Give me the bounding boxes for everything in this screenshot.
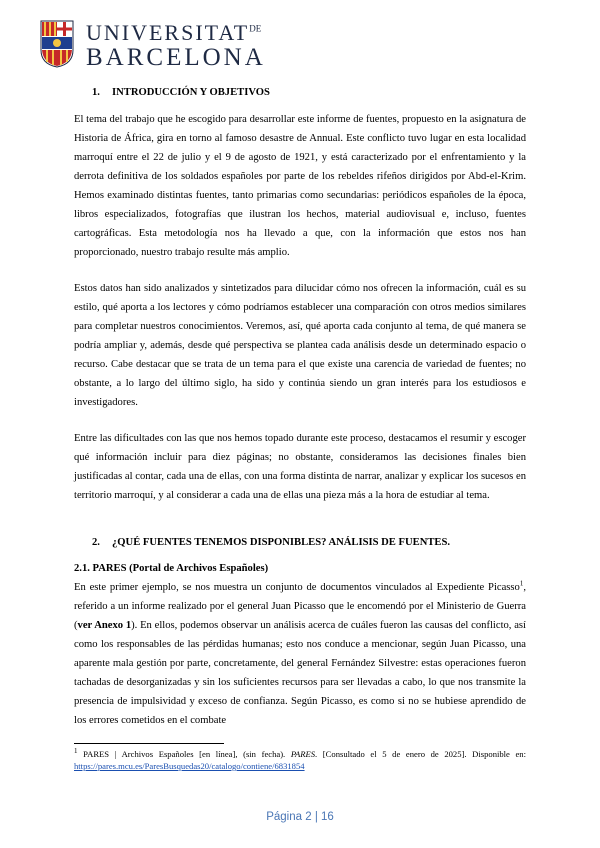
current-page: 2 (305, 811, 312, 823)
institution-de: DE (249, 23, 262, 34)
paragraph-intro-1: El tema del trabajo que he escogido para desarrollar este informe de fuentes, propuesto en la asignatura de Historia de África, gira en torno al famoso desastre de Annual. Este conflicto tuvo lugar en esta localidad marroquí entre el 22 de julio y el 9 de agosto de 1921, y está caracterizado por el enfrentamiento y la derrota definitiva de los soldados españoles por parte de los rebeldes rifeños dirigidos por Abd-el-Krim. Hemos examinado distintas fuentes, tanto primarias como secundarias: periódicos españoles de la época, libros especializados, fotografías que ilustran los hechos, material audiovisual e, incluso, fuentes cartográficas. Esta metodología nos ha llevado a que, con la información que estos nos han proporcionado, nuestro trabajo resulte más amplio. (74, 114, 526, 258)
coat-of-arms-icon (40, 20, 74, 68)
paragraph-intro-2: Estos datos han sido analizados y sintetizados para dilucidar cómo nos ofrecen la información, cuál es su estilo, qué aporta a los lectores y cómo podríamos establecer una comparación con otros medios similares para completar nuestros conocimientos. Veremos, así, qué aporta cada conjunto al tema, de qué manera se podría ampliar y, además, desde qué perspectiva se plantea cada análisis desde un determinado espacio o recurso. Cabe destacar que se trata de un tema para el que existe una carencia de variedad de fuentes; no obstante, a lo largo del último siglo, ha sido y continúa siendo un gran interés para los estudiosos e investigadores. (74, 283, 526, 408)
document-body (74, 84, 526, 730)
footnote-divider (74, 743, 224, 744)
footnote: $^1$ PARES | Archivos Españoles [en línea], (sin fecha). PARES. [Consultado el 5 de enero de 2025]. Disponible en: https://pares.mcu.es/ParesBusquedas20/catalogo/contiene/6831854 (74, 747, 526, 771)
university-logo (40, 20, 266, 72)
institution-line2: BARCELONA (86, 44, 266, 71)
footnote-link[interactable]: https://pares.mcu.es/ParesBusquedas20/catalogo/contiene/6831854 (74, 761, 305, 771)
total-pages: 16 (321, 811, 334, 823)
paragraph-intro-3: Entre las dificultades con las que nos hemos topado durante este proceso, destacamos el resumir y escoger qué información incluir para diez páginas; no obstante, consideramos las decisiones finales bien justificadas al contar, cada una de ellas, con una forma distinta de narrar, analizar y explicar los sucesos en territorio marroquí, y al considerar a cada una de ellas una pieza más a la hora de estudiar al tema. (74, 433, 526, 501)
section-1-heading: 1. INTRODUCCIÓN Y OBJETIVOS (92, 87, 270, 98)
annex-reference: ver Anexo 1 (77, 620, 132, 631)
institution-line1: $UNIVERSITAT^{DE}$ (86, 20, 262, 45)
paragraph-pares-1: En este primer ejemplo, se nos muestra un conjunto de documentos vinculados al Expediente Picasso$^1$, referido a un informe realizado por el general Juan Picasso que le encomendó por el Ministerio de Guerra (ver Anexo 1). En ellos, podemos observar un análisis acerca de cuáles fueron las causas del conflicto, así como los responsables de las pérdidas humanas; esto nos conduce a mencionar, según Juan Picasso, una aparente mala gestión por parte, concretamente, del general Fernández Silvestre: estas operaciones fueron tachadas de desorganizadas y sin los suficientes recursos para ser llevadas a cabo, lo que nos transmite la presencia de impulsividad y exceso de confianza. Según Picasso, es como si no se hubiese aprendido de los errores cometidos en el combate (74, 579, 526, 726)
logo-text (86, 20, 266, 70)
section-2-heading: 2. ¿QUÉ FUENTES TENEMOS DISPONIBLES? ANÁLISIS DE FUENTES. (92, 537, 451, 548)
footnote-marker: 1 (74, 747, 78, 756)
subsection-2-1-heading: 2.1. PARES (Portal de Archivos Españoles) (74, 563, 269, 574)
page-number: Página 2 | 16 (266, 811, 334, 823)
footnote-ref[interactable]: 1 (519, 579, 524, 588)
